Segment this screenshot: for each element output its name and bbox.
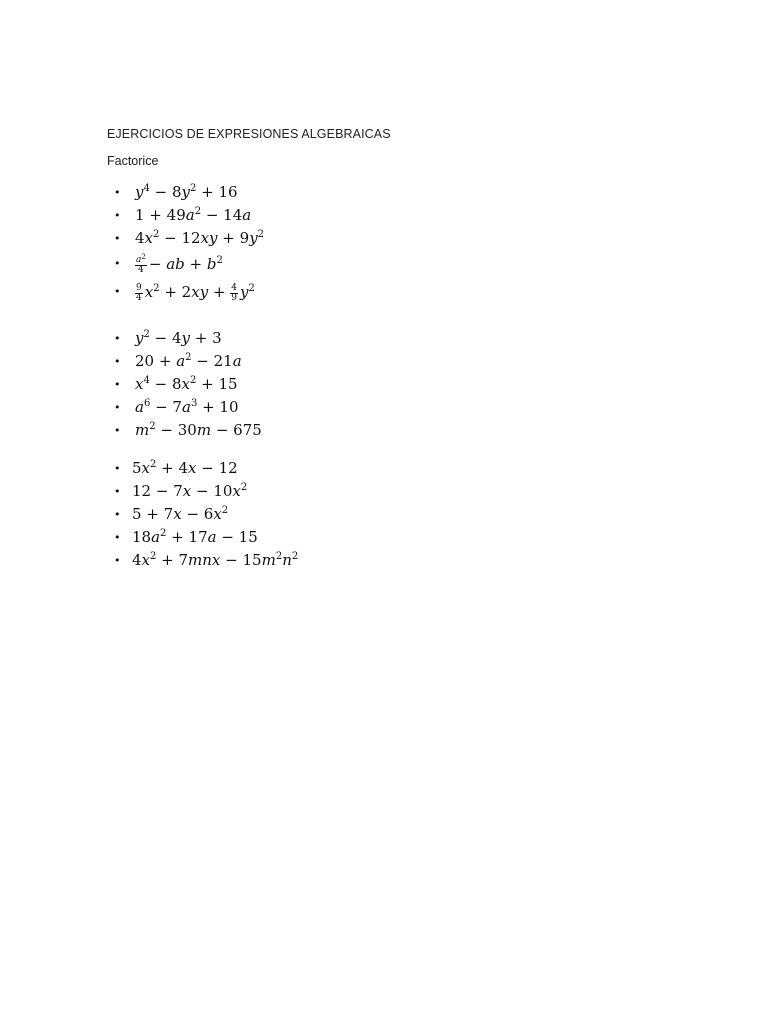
math-expression: $y^4 - 8y^2 + 16$	[135, 183, 238, 201]
bullet-icon: •	[114, 209, 121, 222]
math-expression: $4x^2 - 12xy + 9y^2$	[135, 229, 265, 247]
bullet-icon: •	[114, 285, 121, 298]
math-expression: $5 + 7x - 6x^2$	[132, 505, 229, 523]
math-expression: $18a^2 + 17a - 15$	[132, 528, 258, 546]
bullet-icon: •	[114, 232, 121, 245]
math-expression: $\frac{a^2}{4}$ − ab + $b^2$	[136, 252, 223, 275]
bullet-icon: •	[114, 378, 121, 391]
bullet-icon: •	[114, 257, 121, 270]
bullet-icon: •	[114, 508, 121, 521]
math-expression: $x^4 - 8x^2 + 15$	[135, 375, 238, 393]
bullet-icon: •	[114, 531, 121, 544]
math-expression: $\frac{9}{4}$ $x^2 + 2xy$ + $\frac{4}{9}$ $y^2$	[136, 282, 255, 303]
bullet-icon: •	[114, 186, 121, 199]
instruction-text: Factorice	[107, 154, 159, 168]
math-expression: $12 - 7x - 10x^2$	[132, 482, 248, 500]
bullet-icon: •	[114, 554, 121, 567]
math-expression: $a^6 - 7a^3 + 10$	[135, 398, 239, 416]
document-title: EJERCICIOS DE EXPRESIONES ALGEBRAICAS	[107, 127, 391, 141]
bullet-icon: •	[114, 485, 121, 498]
math-expression: $4x^2 + 7mnx - 15m^2n^2$	[132, 551, 299, 569]
math-expression: $y^2 - 4y + 3$	[135, 329, 222, 347]
math-expression: $20 + a^2 - 21a$	[135, 352, 242, 370]
bullet-icon: •	[114, 462, 121, 475]
math-expression: $5x^2 + 4x - 12$	[132, 459, 238, 477]
bullet-icon: •	[114, 401, 121, 414]
math-expression: $1 + 49a^2 - 14a$	[135, 206, 252, 224]
bullet-icon: •	[114, 355, 121, 368]
bullet-icon: •	[114, 424, 121, 437]
math-expression: $m^2 - 30m - 675$	[135, 421, 262, 439]
bullet-icon: •	[114, 332, 121, 345]
